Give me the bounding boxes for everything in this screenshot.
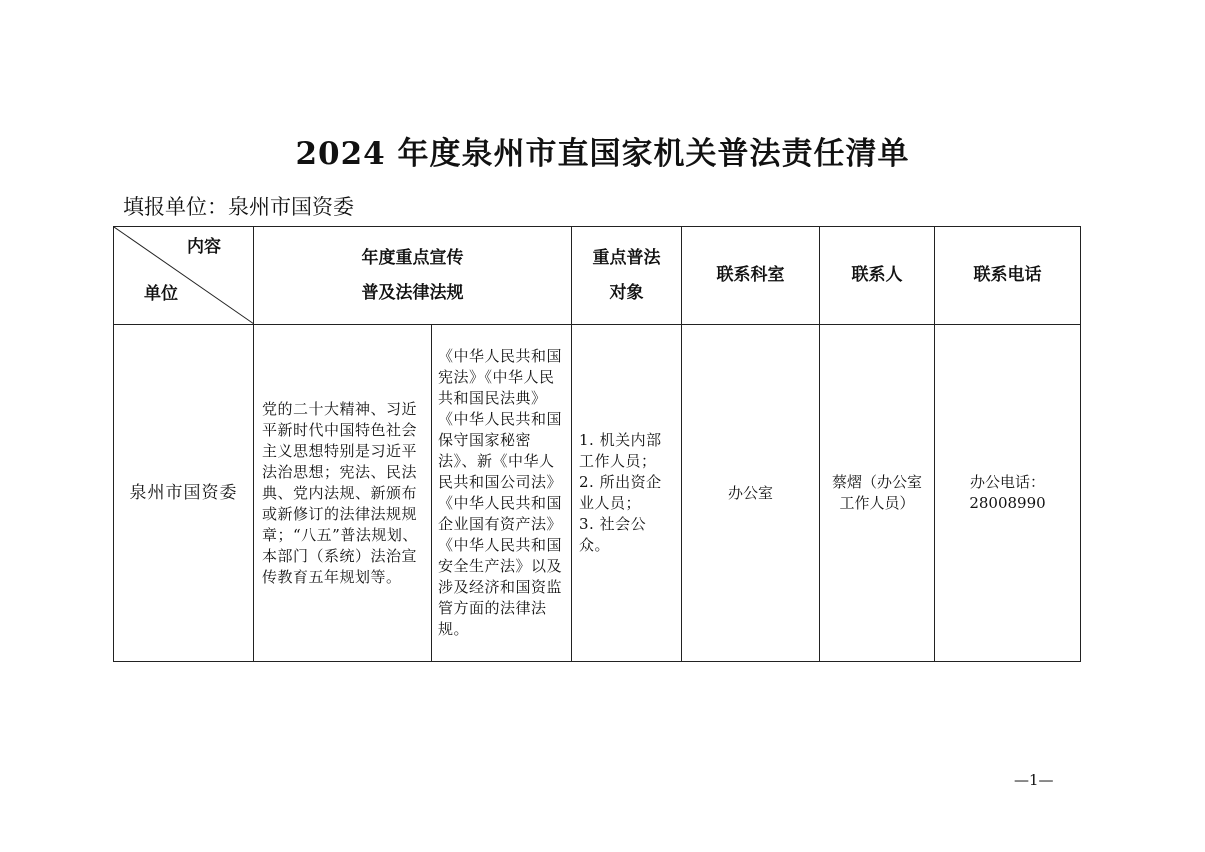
fill-unit-label: 填报单位：泉州市国资委 (123, 195, 354, 219)
header-phone: 联系电话 (935, 227, 1081, 325)
responsibility-table (113, 226, 1081, 662)
target-item-3: 3. 社会公众。 (579, 515, 647, 554)
header-laws-line1: 年度重点宣传 (361, 247, 464, 268)
cell-office: 办公室 (682, 325, 820, 662)
diagonal-line (114, 227, 254, 324)
phone-label: 办公电话： (969, 473, 1045, 491)
header-target-line1: 重点普法 (592, 247, 661, 268)
cell-unit: 泉州市国资委 (114, 325, 254, 662)
table-row (114, 325, 1081, 662)
header-laws-line2: 普及法律法规 (361, 282, 464, 303)
cell-phone (935, 325, 1081, 662)
header-content-label: 内容 (187, 237, 221, 257)
header-unit-label: 单位 (144, 284, 178, 304)
phone-number: 28008990 (969, 494, 1046, 512)
header-office: 联系科室 (682, 227, 820, 325)
header-target-line2: 对象 (609, 282, 644, 303)
target-item-2: 2. 所出资企业人员； (579, 473, 662, 512)
document-title: 2024 年度泉州市直国家机关普法责任清单 (295, 136, 910, 172)
table-header-row (114, 227, 1081, 325)
cell-laws-part1: 党的二十大精神、习近平新时代中国特色社会主义思想特别是习近平法治思想；宪法、民法典、党内法规、新颁布或新修订的法律法规规章；“八五”普法规划、本部门（系统）法治宣传教育五年规划等。 (254, 325, 432, 662)
page-number: —1— (1014, 771, 1054, 789)
diagonal-header-cell (114, 227, 254, 325)
cell-target (572, 325, 682, 662)
cell-laws-part2: 《中华人民共和国宪法》《中华人民共和国民法典》《中华人民共和国保守国家秘密法》、新《中华人民共和国公司法》《中华人民共和国企业国有资产法》《中华人民共和国安全生产法》以及涉及经济和国资监管方面的法律法规。 (432, 325, 572, 662)
contact-line2: 工作人员） (839, 494, 915, 512)
header-target (572, 227, 682, 325)
contact-line1: 蔡熠（办公室 (831, 473, 922, 491)
header-contact: 联系人 (820, 227, 935, 325)
cell-contact (820, 325, 935, 662)
header-laws (254, 227, 572, 325)
target-item-1: 1. 机关内部工作人员； (579, 431, 662, 470)
